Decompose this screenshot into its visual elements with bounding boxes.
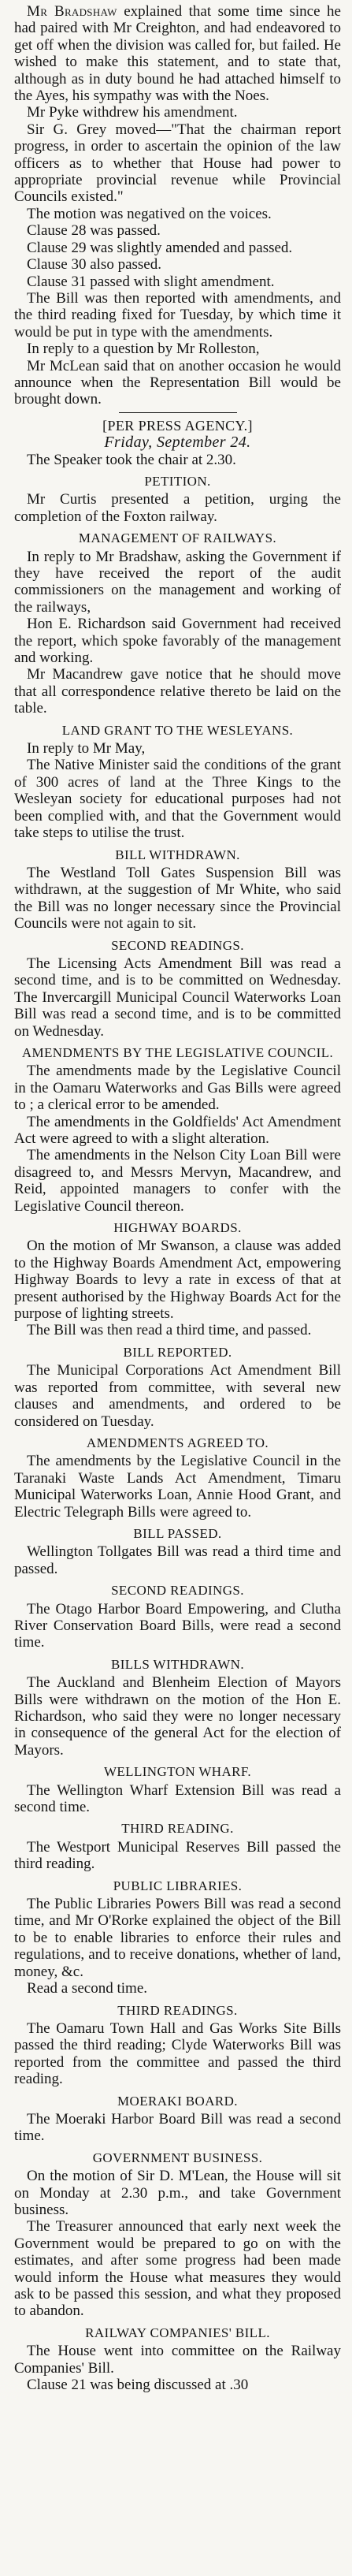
report-section bbox=[14, 2002, 341, 2088]
section-paragraph: The Bill was then read a third time, and passed. bbox=[27, 1322, 312, 1339]
paragraph: The Bill was then reported with amendments, and the third reading fixed for Tuesday, by which time it would be put in type with the amendments. bbox=[14, 289, 341, 341]
report-section bbox=[14, 530, 341, 717]
first-block bbox=[14, 104, 341, 408]
report-section bbox=[14, 1878, 341, 1997]
section-paragraph: Clause 21 was being discussed at .30 bbox=[27, 2377, 249, 2394]
report-section bbox=[14, 1525, 341, 1577]
report-section bbox=[14, 1344, 341, 1430]
report-section bbox=[14, 937, 341, 1040]
section-paragraph: In reply to Mr May, bbox=[27, 740, 146, 758]
section-paragraph: The Westland Toll Gates Suspension Bill was withdrawn, at the suggestion of Mr White, who said the Bill was no longer necessary since the Provincial Councils were not again to sit. bbox=[14, 864, 341, 932]
report-section bbox=[14, 1219, 341, 1339]
report-section bbox=[14, 2325, 341, 2394]
report-section bbox=[14, 1763, 341, 1815]
section-paragraph: In reply to Mr Bradshaw, asking the Government if they have received the report of the audit commissioners on the management and working of the railways, bbox=[14, 548, 341, 616]
section-paragraph: The Native Minister said the conditions of the grant of 300 acres of land at the Three Kings to the Wesleyan society for educational purposes had not been complied with, and that the Government would take steps to utilise the trust. bbox=[14, 757, 341, 842]
section-heading: BILLS WITHDRAWN. bbox=[110, 1656, 245, 1672]
section-heading: RAILWAY COMPANIES' BILL. bbox=[85, 2325, 270, 2340]
paragraph: Mr McLean said that on another occasion he would announce when the Representation Bill would be brought down. bbox=[14, 357, 341, 408]
section-heading: THIRD READING. bbox=[121, 1821, 234, 1837]
report-section bbox=[14, 847, 341, 932]
section-paragraph: The amendments by the Legislative Council in the Taranaki Waste Lands Act Amendment, Timaru Municipal Waterworks Loan, Annie Hood Grant, and Electric Telegraph Bills were agreed to. bbox=[14, 1453, 341, 1521]
section-paragraph: The amendments in the Nelson City Loan Bill were disagreed to, and Messrs Mervyn, Macandrew, and Reid, appointed managers to confer with the Legislative Council thereon. bbox=[14, 1147, 341, 1215]
report-section bbox=[14, 1435, 341, 1521]
paragraph: Clause 30 also passed. bbox=[27, 256, 161, 274]
section-paragraph: The amendments made by the Legislative Council in the Oamaru Waterworks and Gas Bills were agreed to ; a clerical error to be amended. bbox=[14, 1063, 341, 1114]
paragraph: Mr Pyke withdrew his amendment. bbox=[27, 104, 238, 121]
section-paragraph: Hon E. Richardson said Government had received the report, which spoke favorably of the management and working. bbox=[14, 616, 341, 667]
section-heading: BILL WITHDRAWN. bbox=[115, 847, 240, 862]
section-paragraph: The Municipal Corporations Act Amendment Bill was reported from committee, with several new clauses and amendments, and ordered to be considered on Tuesday. bbox=[14, 1362, 341, 1430]
paragraph: Clause 28 was passed. bbox=[27, 222, 161, 240]
report-sections bbox=[14, 473, 341, 2393]
section-paragraph: The amendments in the Goldfields' Act Amendment Act were agreed to with a slight alteration. bbox=[14, 1113, 341, 1147]
section-heading: BILL REPORTED. bbox=[123, 1344, 232, 1360]
section-paragraph: The Otago Harbor Board Empowering, and Clutha River Conservation Board Bills, were read a second time. bbox=[14, 1600, 341, 1651]
section-heading: BILL PASSED. bbox=[133, 1525, 222, 1541]
opening-text: explained that some time since he had paired with Mr Creighton, and had endeavored to get off when the division was called for, but failed. He wished to make this statement, and to state that, although as in duty bound he had attached himself to the Ayes, his sympathy was with the Noes. bbox=[14, 3, 341, 105]
report-section bbox=[14, 1044, 341, 1215]
section-heading: MANAGEMENT OF RAILWAYS. bbox=[78, 530, 277, 546]
report-section bbox=[14, 722, 341, 842]
section-paragraph: The Oamaru Town Hall and Gas Works Site Bills passed the third reading; Clyde Waterworks Bill was reported from the committee and passed the third reading. bbox=[14, 2019, 341, 2088]
paragraph: In reply to a question by Mr Rolleston, bbox=[27, 341, 260, 358]
separator-rule bbox=[119, 412, 237, 413]
section-heading: PETITION. bbox=[144, 473, 211, 489]
section-paragraph: Mr Macandrew gave notice that he should move that all correspondence relative thereto be laid on the table. bbox=[14, 666, 341, 717]
section-paragraph: The Treasurer announced that early next week the Government would be prepared to go on with the estimates, and after some progress had been made would inform the House what measures they would ask to be passed this session, and what they proposed to abandon. bbox=[14, 2218, 341, 2320]
report-section bbox=[14, 2093, 341, 2145]
paragraph: Clause 29 was slightly amended and passed. bbox=[27, 239, 293, 256]
section-heading: THIRD READINGS. bbox=[117, 2002, 238, 2018]
section-paragraph: The Auckland and Blenheim Election of Mayors Bills were withdrawn on the motion of the Hon E. Richardson, who said they were no longer necessary in consequence of the general Act for the election of Mayors. bbox=[14, 1674, 341, 1759]
opening-paragraph bbox=[14, 3, 341, 104]
report-section bbox=[14, 2150, 341, 2320]
section-heading: AMENDMENTS AGREED TO. bbox=[86, 1435, 269, 1450]
section-paragraph: Read a second time. bbox=[27, 1980, 148, 1997]
report-section bbox=[14, 1582, 341, 1651]
section-paragraph: The Wellington Wharf Extension Bill was read a second time. bbox=[14, 1781, 341, 1816]
section-paragraph: The Moeraki Harbor Board Bill was read a second time. bbox=[14, 2110, 341, 2145]
paragraph: Sir G. Grey moved—"That the chairman report progress, in order to ascertain the opinion of the law officers as to whether that House had power to appropriate provincial revenue while Provincial Councils existed." bbox=[14, 121, 341, 206]
section-heading: AMENDMENTS BY THE LEGISLATIVE COUNCIL. bbox=[21, 1044, 334, 1060]
speaker-chair-text: The Speaker took the chair at 2.30. bbox=[27, 451, 236, 468]
paragraph: Clause 31 passed with slight amendment. bbox=[27, 273, 275, 290]
section-paragraph: Wellington Tollgates Bill was read a third time and passed. bbox=[14, 1543, 341, 1577]
report-section bbox=[14, 473, 341, 525]
paragraph: The motion was negatived on the voices. bbox=[27, 205, 272, 222]
section-paragraph: On the motion of Sir D. M'Lean, the House will sit on Monday at 2.30 p.m., and take Government business. bbox=[14, 2168, 341, 2218]
section-paragraph: The Public Libraries Powers Bill was read a second time, and Mr O'Rorke explained the object of the Bill to be to enable libraries to enforce their rules and regulations, and to receive donations, whether of land, money, &c. bbox=[14, 1896, 341, 1980]
section-paragraph: Mr Curtis presented a petition, urging the completion of the Foxton railway. bbox=[14, 491, 341, 525]
opening-speaker: Mr Bradshaw bbox=[27, 3, 117, 20]
section-heading: LAND GRANT TO THE WESLEYANS. bbox=[61, 722, 294, 738]
section-paragraph: The Licensing Acts Amendment Bill was read a second time, and is to be committed on Wednesday. The Invercargill Municipal Council Waterworks Loan Bill was read a second time, and is to be committed on Wednesday. bbox=[14, 955, 341, 1040]
section-heading: WELLINGTON WHARF. bbox=[103, 1764, 252, 1780]
agency-heading: [PER PRESS AGENCY.] bbox=[102, 417, 253, 434]
section-heading: HIGHWAY BOARDS. bbox=[113, 1220, 242, 1236]
section-heading: SECOND READINGS. bbox=[111, 937, 244, 953]
section-paragraph: On the motion of Mr Swanson, a clause was added to the Highway Boards Amendment Act, empowering Highway Boards to levy a rate in excess of that at present authorised by the Highway Boards Act for the purpose of lighting streets. bbox=[14, 1238, 341, 1323]
section-heading: GOVERNMENT BUSINESS. bbox=[92, 2150, 263, 2165]
section-paragraph: The Westport Municipal Reserves Bill passed the third reading. bbox=[14, 1838, 341, 1873]
section-heading: PUBLIC LIBRARIES. bbox=[113, 1878, 243, 1893]
section-heading: SECOND READINGS. bbox=[111, 1583, 244, 1599]
section-paragraph: The House went into committee on the Railway Companies' Bill. bbox=[14, 2343, 341, 2377]
section-heading: MOERAKI BOARD. bbox=[117, 2093, 238, 2109]
date-heading: Friday, September 24. bbox=[104, 434, 251, 452]
report-section bbox=[14, 1656, 341, 1759]
report-section bbox=[14, 1820, 341, 1872]
